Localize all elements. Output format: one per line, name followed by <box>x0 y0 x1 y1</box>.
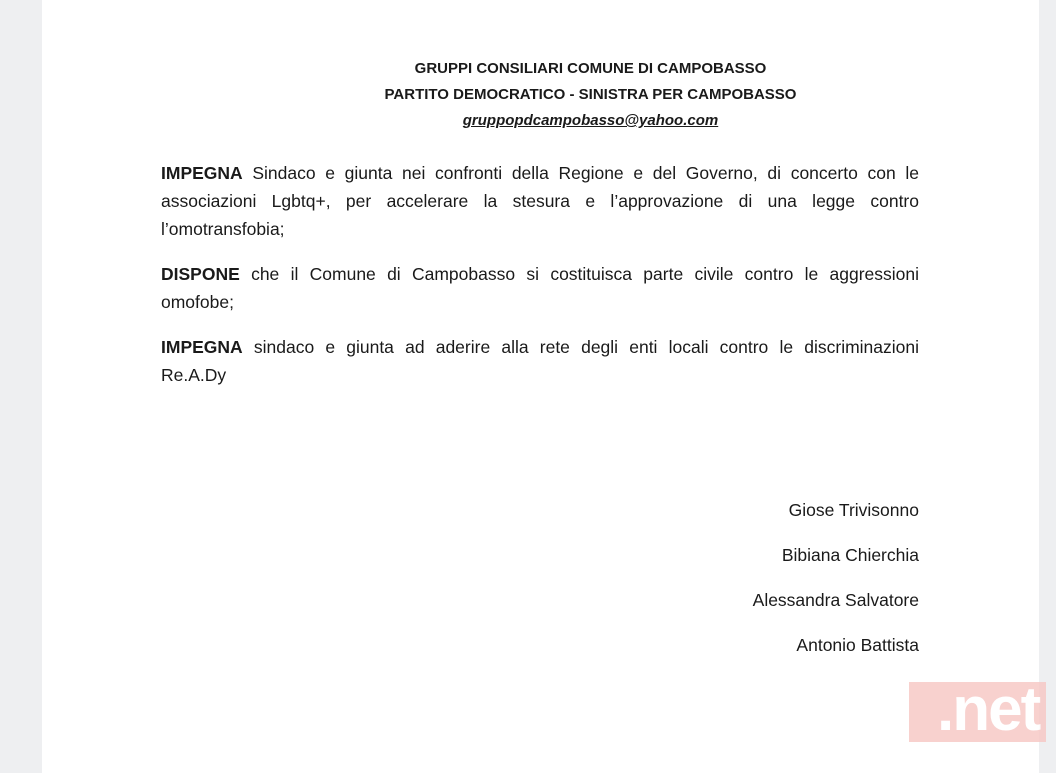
paragraph-keyword: DISPONE <box>161 264 240 284</box>
paragraph-text: sindaco e giunta ad aderire alla rete degli enti locali contro le discriminazioni Re.A.Dy <box>161 337 919 385</box>
watermark-logo <box>909 675 1046 744</box>
document-header <box>42 56 1039 134</box>
paragraph-impegna-1 <box>161 159 919 243</box>
paragraph-keyword: IMPEGNA <box>161 337 243 357</box>
paragraph-impegna-2 <box>161 333 919 389</box>
document-page <box>42 0 1039 773</box>
paragraph-text: che il Comune di Campobasso si costituisca parte civile contro le aggressioni omofobe; <box>161 264 919 312</box>
header-groups-title: GRUPPI CONSILIARI COMUNE DI CAMPOBASSO <box>414 60 767 77</box>
signature-name: Bibiana Chierchia <box>781 545 919 565</box>
header-email-link[interactable]: gruppopdcampobasso@yahoo.com <box>462 112 719 129</box>
signature-name: Antonio Battista <box>796 635 919 655</box>
paragraph-dispone <box>161 260 919 316</box>
paragraph-keyword: IMPEGNA <box>161 163 243 183</box>
signature-name: Giose Trivisonno <box>788 500 919 520</box>
paragraph-text: Sindaco e giunta nei confronti della Regione e del Governo, di concerto con le associazioni Lgbtq+, per accelerare la stesura e l’approvazione di una legge contro l’omotransfobia; <box>161 163 919 239</box>
signature-name: Alessandra Salvatore <box>752 590 919 610</box>
header-party-title: PARTITO DEMOCRATICO - SINISTRA PER CAMPOBASSO <box>384 86 797 103</box>
watermark-text: .net <box>937 675 1040 744</box>
